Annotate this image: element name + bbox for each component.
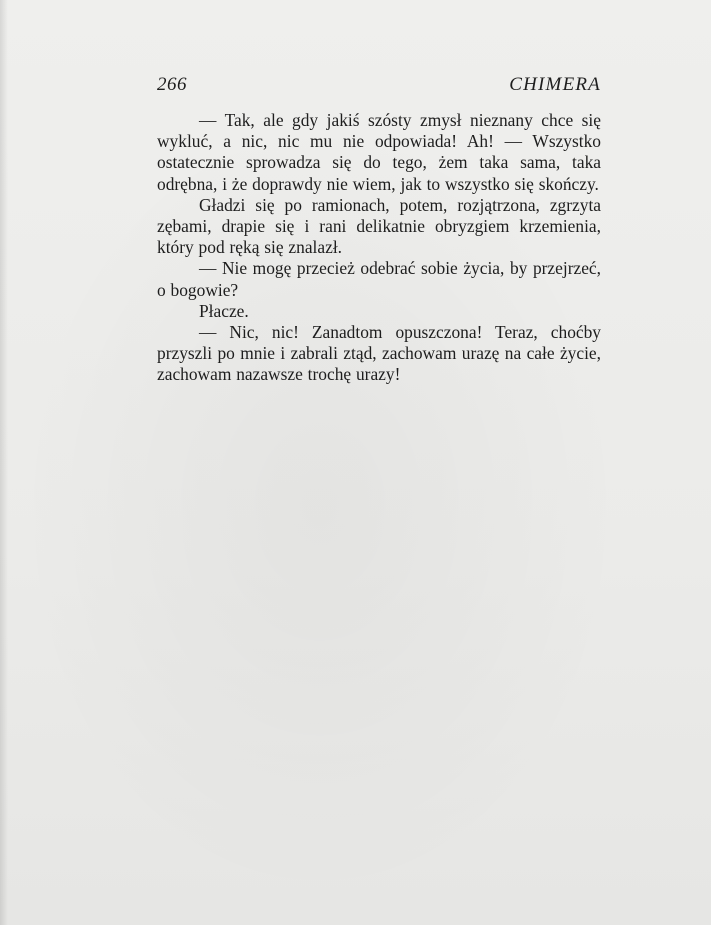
paragraph: — Nie mogę przecież odebrać sobie życia, by przejrzeć, o bogowie?	[157, 258, 601, 300]
page-edge-shadow	[0, 0, 8, 925]
paragraph: — Nic, nic! Zanadtom opuszczona! Teraz, choćby przyszli po mnie i zabrali ztąd, zachowam urazę na całe życie, zachowam nazawsze trochę urazy!	[157, 322, 601, 385]
paragraph: — Tak, ale gdy jakiś szósty zmysł nieznany chce się wykluć, a nic, nic mu nie odpowiada! Ah! — Wszystko ostatecznie sprowadza się do tego, żem taka sama, taka odrębna, i że doprawdy nie wiem, jak to wszystko się skończy.	[157, 110, 601, 194]
page-header	[157, 74, 601, 98]
page-body	[157, 110, 601, 386]
paragraph: Gładzi się po ramionach, potem, rozjątrzona, zgrzyta zębami, drapie się i rani delikatnie obryzgiem krzemienia, który pod ręką się znalazł.	[157, 194, 601, 258]
running-head: CHIMERA	[509, 74, 601, 95]
page-number: 266	[157, 74, 187, 95]
paragraph: Płacze.	[199, 300, 249, 321]
